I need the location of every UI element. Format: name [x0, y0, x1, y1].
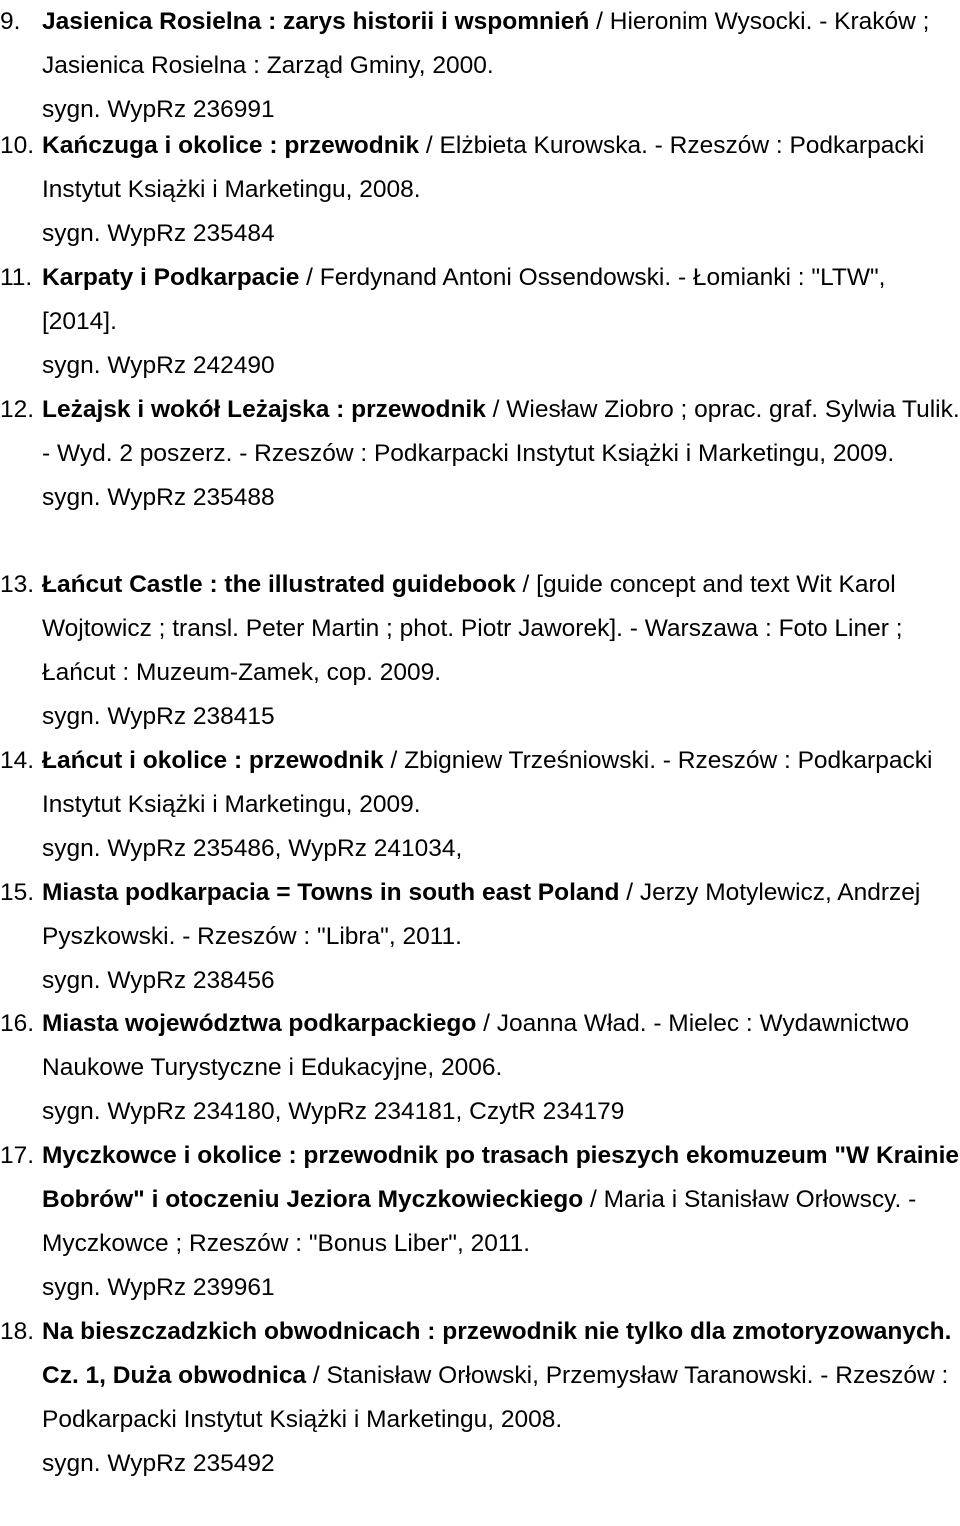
entry-text — [42, 264, 885, 335]
entry-text — [42, 1010, 909, 1081]
entry-details: / Maria i Stanisław Orłowscy. - Myczkowce ; Rzeszów : "Bonus Liber", 2011. — [42, 1186, 917, 1257]
list-item — [0, 739, 960, 871]
entry-text — [42, 1142, 959, 1257]
list-item — [0, 1134, 960, 1310]
entry-signature: sygn. WypRz 235486, WypRz 241034, — [42, 835, 463, 862]
entry-number: 13. — [0, 571, 35, 598]
entry-details: / Jerzy Motylewicz, Andrzej Pyszkowski. - Rzeszów : "Libra", 2011. — [42, 879, 921, 950]
entry-text — [42, 132, 924, 203]
list-item — [0, 124, 960, 256]
entry-details: / Elżbieta Kurowska. - Rzeszów : Podkarpacki Instytut Książki i Marketingu, 2008. — [42, 132, 925, 203]
entry-title: Kańczuga i okolice : przewodnik — [42, 132, 420, 159]
entry-signature: sygn. WypRz 239961 — [42, 1274, 275, 1301]
entry-signature: sygn. WypRz 234180, WypRz 234181, CzytR 234179 — [42, 1098, 625, 1125]
entry-title: Karpaty i Podkarpacie — [42, 264, 300, 291]
entry-title: Łańcut i okolice : przewodnik — [42, 747, 384, 774]
entry-number: 17. — [0, 1142, 35, 1169]
list-item — [0, 0, 960, 132]
entry-details: / Joanna Wład. - Mielec : Wydawnictwo Naukowe Turystyczne i Edukacyjne, 2006. — [42, 1010, 910, 1081]
entry-signature: sygn. WypRz 238456 — [42, 967, 275, 994]
list-item — [0, 256, 960, 388]
entry-details: / Zbigniew Trześniowski. - Rzeszów : Podkarpacki Instytut Książki i Marketingu, 2009. — [42, 747, 933, 818]
entry-number: 12. — [0, 396, 35, 423]
entry-details: / Wiesław Ziobro ; oprac. graf. Sylwia Tulik. - Wyd. 2 poszerz. - Rzeszów : Podkarpacki Instytut Książki i Marketingu, 2009. — [42, 396, 960, 467]
entry-signature: sygn. WypRz 235488 — [42, 484, 275, 511]
entry-details: / Stanisław Orłowski, Przemysław Taranowski. - Rzeszów : Podkarpacki Instytut Książki i Marketingu, 2008. — [42, 1362, 949, 1433]
entry-number: 9. — [0, 8, 21, 35]
entry-text — [42, 879, 920, 950]
entry-text — [42, 8, 929, 79]
entry-title: Miasta podkarpacia = Towns in south east Poland — [42, 879, 620, 906]
entry-text — [42, 1318, 951, 1433]
entry-title: Łańcut Castle : the illustrated guidebook — [42, 571, 516, 598]
entry-signature: sygn. WypRz 238415 — [42, 703, 275, 730]
entry-number: 18. — [0, 1318, 35, 1345]
entry-signature: sygn. WypRz 235484 — [42, 220, 275, 247]
list-item — [0, 1002, 960, 1134]
entry-signature: sygn. WypRz 242490 — [42, 352, 275, 379]
entry-title: Jasienica Rosielna : zarys historii i wspomnień — [42, 8, 590, 35]
list-item — [0, 388, 960, 520]
entry-text — [42, 396, 960, 467]
entry-signature: sygn. WypRz 235492 — [42, 1450, 275, 1477]
entry-number: 11. — [0, 264, 33, 291]
list-item — [0, 563, 960, 739]
entry-details: / Hieronim Wysocki. - Kraków ; Jasienica Rosielna : Zarząd Gminy, 2000. — [42, 8, 930, 79]
entry-title: Myczkowce i okolice : przewodnik po trasach pieszych ekomuzeum "W Krainie Bobrów" i otoczeniu Jeziora Myczkowieckiego — [42, 1142, 960, 1213]
list-item — [0, 871, 960, 1003]
entry-signature: sygn. WypRz 236991 — [42, 96, 275, 123]
entry-details: / [guide concept and text Wit Karol Wojtowicz ; transl. Peter Martin ; phot. Piotr Jaworek]. - Warszawa : Foto Liner ; Łańcut : Muzeum-Zamek, cop. 2009. — [42, 571, 903, 686]
entry-number: 14. — [0, 747, 35, 774]
entry-number: 15. — [0, 879, 35, 906]
entry-title: Na bieszczadzkich obwodnicach : przewodnik nie tylko dla zmotoryzowanych. Cz. 1, Duża obwodnica — [42, 1318, 952, 1389]
entry-number: 10. — [0, 132, 35, 159]
entry-title: Miasta województwa podkarpackiego — [42, 1010, 477, 1037]
entry-text — [42, 571, 903, 686]
entry-title: Leżajsk i wokół Leżajska : przewodnik — [42, 396, 486, 423]
entry-text — [42, 747, 932, 818]
entry-number: 16. — [0, 1010, 35, 1037]
list-item — [0, 1310, 960, 1486]
entry-details: / Ferdynand Antoni Ossendowski. - Łomianki : "LTW", [2014]. — [42, 264, 886, 335]
